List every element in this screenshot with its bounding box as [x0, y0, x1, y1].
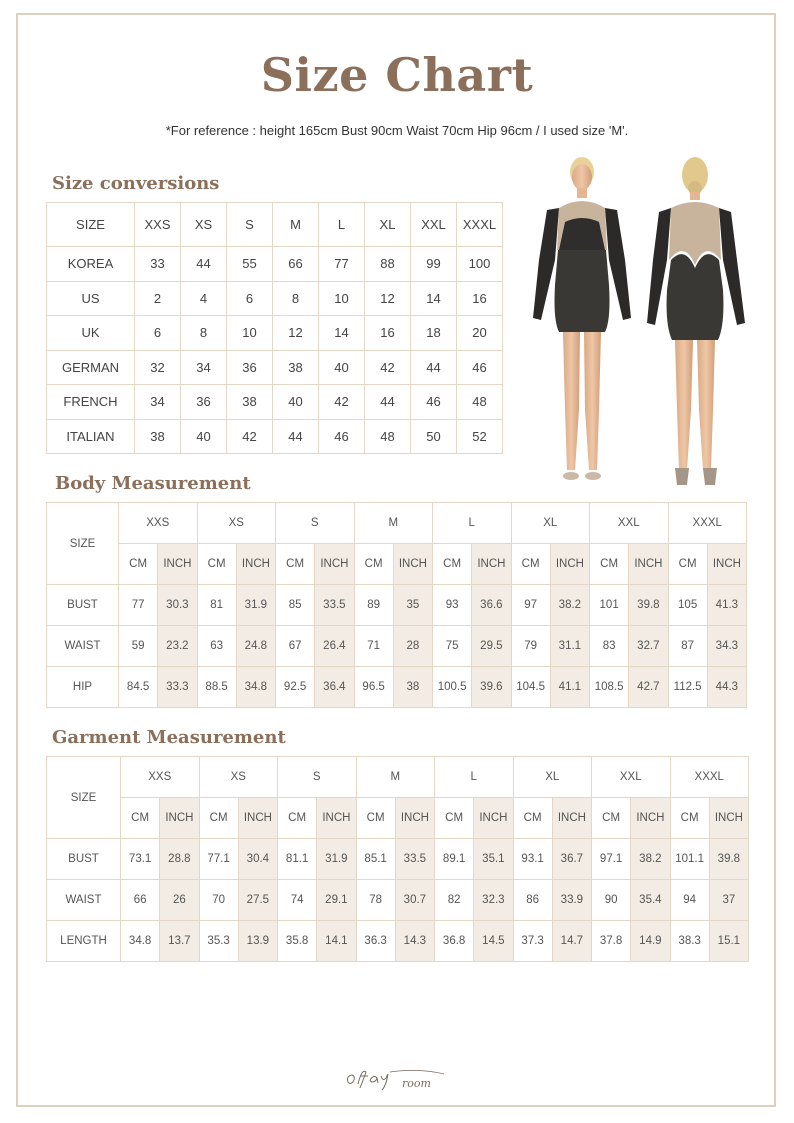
inch-value: 14.9	[631, 921, 670, 962]
inch-value: 14.7	[552, 921, 591, 962]
cm-value: 77.1	[199, 839, 238, 880]
cm-value: 73.1	[121, 839, 160, 880]
cm-value: 37.3	[513, 921, 552, 962]
cm-value: 97.1	[592, 839, 631, 880]
garment-measurement-title: Garment Measurement	[52, 727, 286, 748]
inch-value: 35	[393, 585, 432, 626]
size-column-header: XXXL	[457, 203, 503, 247]
inch-value: 30.7	[395, 880, 434, 921]
unit-inch-header: INCH	[236, 544, 275, 585]
size-value: 40	[181, 419, 227, 454]
inch-value: 44.3	[707, 667, 746, 708]
table-row	[47, 921, 749, 962]
cm-value: 88.5	[197, 667, 236, 708]
unit-inch-header: INCH	[552, 798, 591, 839]
inch-value: 33.9	[552, 880, 591, 921]
inch-value: 28	[393, 626, 432, 667]
body-measurement-title: Body Measurement	[55, 473, 251, 494]
size-value: 20	[457, 316, 503, 351]
cm-value: 89.1	[435, 839, 474, 880]
size-value: 40	[319, 350, 365, 385]
size-value: 46	[319, 419, 365, 454]
region-label: KOREA	[47, 247, 135, 282]
region-label: UK	[47, 316, 135, 351]
inch-value: 14.1	[317, 921, 356, 962]
measurement-label: WAIST	[47, 880, 121, 921]
size-column-header: XXS	[119, 503, 198, 544]
model-front-view	[533, 157, 631, 480]
inch-value: 26.4	[315, 626, 354, 667]
inch-value: 28.8	[160, 839, 199, 880]
size-value: 8	[181, 316, 227, 351]
inch-value: 33.5	[395, 839, 434, 880]
inch-value: 15.1	[709, 921, 748, 962]
cm-value: 85.1	[356, 839, 395, 880]
cm-value: 93.1	[513, 839, 552, 880]
unit-cm-header: CM	[668, 544, 707, 585]
model-figures-image	[525, 150, 755, 495]
inch-value: 38.2	[631, 839, 670, 880]
size-value: 42	[365, 350, 411, 385]
size-value: 44	[365, 385, 411, 420]
unit-inch-header: INCH	[395, 798, 434, 839]
cm-value: 35.3	[199, 921, 238, 962]
cm-value: 38.3	[670, 921, 709, 962]
size-column-header: XS	[199, 757, 278, 798]
size-value: 46	[457, 350, 503, 385]
inch-value: 26	[160, 880, 199, 921]
inch-value: 39.6	[472, 667, 511, 708]
cm-value: 87	[668, 626, 707, 667]
cm-value: 112.5	[668, 667, 707, 708]
cm-value: 71	[354, 626, 393, 667]
size-value: 36	[227, 350, 273, 385]
brand-signature	[344, 1060, 454, 1096]
size-value: 8	[273, 281, 319, 316]
size-conversions-title: Size conversions	[52, 173, 220, 194]
size-column-header: XS	[181, 203, 227, 247]
cm-value: 96.5	[354, 667, 393, 708]
cm-value: 83	[590, 626, 629, 667]
cm-value: 84.5	[119, 667, 158, 708]
size-column-header: XS	[197, 503, 276, 544]
inch-value: 13.7	[160, 921, 199, 962]
unit-cm-header: CM	[278, 798, 317, 839]
cm-value: 86	[513, 880, 552, 921]
table-row	[47, 626, 747, 667]
inch-value: 39.8	[709, 839, 748, 880]
size-value: 77	[319, 247, 365, 282]
unit-cm-header: CM	[433, 544, 472, 585]
table-row	[47, 247, 503, 282]
measurement-label: BUST	[47, 585, 119, 626]
unit-cm-header: CM	[197, 544, 236, 585]
unit-inch-header: INCH	[160, 798, 199, 839]
cm-value: 74	[278, 880, 317, 921]
cm-value: 36.8	[435, 921, 474, 962]
measurement-label: LENGTH	[47, 921, 121, 962]
size-value: 99	[411, 247, 457, 282]
inch-value: 35.4	[631, 880, 670, 921]
size-column-header: S	[278, 757, 357, 798]
inch-value: 31.9	[236, 585, 275, 626]
size-value: 12	[273, 316, 319, 351]
inch-value: 29.5	[472, 626, 511, 667]
table-row	[47, 839, 749, 880]
size-value: 52	[457, 419, 503, 454]
table-row	[47, 281, 503, 316]
table-row	[47, 585, 747, 626]
size-column-header: XXS	[135, 203, 181, 247]
size-value: 38	[135, 419, 181, 454]
cm-value: 77	[119, 585, 158, 626]
size-value: 48	[457, 385, 503, 420]
cm-value: 101.1	[670, 839, 709, 880]
size-column-header: XXL	[590, 503, 669, 544]
unit-inch-header: INCH	[393, 544, 432, 585]
cm-value: 63	[197, 626, 236, 667]
inch-value: 36.7	[552, 839, 591, 880]
inch-value: 42.7	[629, 667, 668, 708]
size-conversions-table	[46, 202, 503, 454]
size-value: 38	[227, 385, 273, 420]
inch-value: 37	[709, 880, 748, 921]
size-value: 32	[135, 350, 181, 385]
svg-text:room: room	[402, 1077, 431, 1090]
unit-cm-header: CM	[199, 798, 238, 839]
page-title: Size Chart	[260, 48, 534, 102]
garment-measurement-table	[46, 756, 749, 962]
inch-value: 36.4	[315, 667, 354, 708]
inch-value: 32.3	[474, 880, 513, 921]
size-column-header: XL	[365, 203, 411, 247]
unit-inch-header: INCH	[629, 544, 668, 585]
measurement-label: BUST	[47, 839, 121, 880]
inch-value: 32.7	[629, 626, 668, 667]
size-value: 88	[365, 247, 411, 282]
unit-inch-header: INCH	[472, 544, 511, 585]
table-row	[47, 316, 503, 351]
unit-cm-header: CM	[354, 544, 393, 585]
size-value: 100	[457, 247, 503, 282]
cm-value: 59	[119, 626, 158, 667]
size-value: 34	[135, 385, 181, 420]
size-value: 44	[411, 350, 457, 385]
body-measurement-table	[46, 502, 747, 708]
size-value: 38	[273, 350, 319, 385]
size-column-header: XL	[513, 757, 592, 798]
size-value: 16	[457, 281, 503, 316]
inch-value: 39.8	[629, 585, 668, 626]
cm-value: 101	[590, 585, 629, 626]
inch-value: 29.1	[317, 880, 356, 921]
size-value: 16	[365, 316, 411, 351]
inch-value: 33.5	[315, 585, 354, 626]
region-label: GERMAN	[47, 350, 135, 385]
inch-value: 24.8	[236, 626, 275, 667]
cm-value: 93	[433, 585, 472, 626]
cm-value: 108.5	[590, 667, 629, 708]
region-label: FRENCH	[47, 385, 135, 420]
size-column-header: XL	[511, 503, 590, 544]
size-value: 10	[319, 281, 365, 316]
size-value: 42	[319, 385, 365, 420]
unit-cm-header: CM	[592, 798, 631, 839]
unit-cm-header: CM	[590, 544, 629, 585]
size-value: 4	[181, 281, 227, 316]
cm-value: 79	[511, 626, 550, 667]
cm-value: 105	[668, 585, 707, 626]
unit-cm-header: CM	[119, 544, 158, 585]
inch-value: 31.9	[317, 839, 356, 880]
cm-value: 81	[197, 585, 236, 626]
inch-value: 41.1	[550, 667, 589, 708]
size-value: 46	[411, 385, 457, 420]
inch-value: 30.4	[238, 839, 277, 880]
inch-value: 31.1	[550, 626, 589, 667]
cm-value: 85	[276, 585, 315, 626]
inch-value: 27.5	[238, 880, 277, 921]
size-header: SIZE	[47, 757, 121, 839]
measurement-label: HIP	[47, 667, 119, 708]
region-label: ITALIAN	[47, 419, 135, 454]
inch-value: 41.3	[707, 585, 746, 626]
unit-inch-header: INCH	[709, 798, 748, 839]
size-column-header: S	[227, 203, 273, 247]
brand-signature-logo	[344, 1060, 454, 1092]
table-row	[47, 350, 503, 385]
model-back-view	[647, 157, 745, 485]
size-column-header: L	[433, 503, 512, 544]
inch-value: 38	[393, 667, 432, 708]
size-header: SIZE	[47, 203, 135, 247]
region-label: US	[47, 281, 135, 316]
inch-value: 23.2	[158, 626, 197, 667]
cm-value: 97	[511, 585, 550, 626]
cm-value: 92.5	[276, 667, 315, 708]
cm-value: 66	[121, 880, 160, 921]
unit-inch-header: INCH	[707, 544, 746, 585]
cm-value: 89	[354, 585, 393, 626]
cm-value: 75	[433, 626, 472, 667]
cm-value: 90	[592, 880, 631, 921]
unit-cm-header: CM	[121, 798, 160, 839]
inch-value: 36.6	[472, 585, 511, 626]
unit-inch-header: INCH	[474, 798, 513, 839]
cm-value: 36.3	[356, 921, 395, 962]
size-column-header: XXXL	[670, 757, 749, 798]
inch-value: 30.3	[158, 585, 197, 626]
measurement-label: WAIST	[47, 626, 119, 667]
size-column-header: L	[435, 757, 514, 798]
size-value: 48	[365, 419, 411, 454]
inch-value: 14.3	[395, 921, 434, 962]
size-column-header: M	[273, 203, 319, 247]
inch-value: 13.9	[238, 921, 277, 962]
unit-cm-header: CM	[670, 798, 709, 839]
size-column-header: M	[354, 503, 433, 544]
cm-value: 81.1	[278, 839, 317, 880]
unit-cm-header: CM	[513, 798, 552, 839]
unit-inch-header: INCH	[550, 544, 589, 585]
size-value: 50	[411, 419, 457, 454]
size-value: 66	[273, 247, 319, 282]
size-value: 33	[135, 247, 181, 282]
table-row	[47, 419, 503, 454]
size-value: 6	[135, 316, 181, 351]
unit-inch-header: INCH	[315, 544, 354, 585]
inch-value: 34.8	[236, 667, 275, 708]
size-value: 14	[411, 281, 457, 316]
size-column-header: L	[319, 203, 365, 247]
size-header: SIZE	[47, 503, 119, 585]
size-column-header: M	[356, 757, 435, 798]
size-value: 12	[365, 281, 411, 316]
size-column-header: S	[276, 503, 355, 544]
inch-value: 34.3	[707, 626, 746, 667]
cm-value: 104.5	[511, 667, 550, 708]
inch-value: 35.1	[474, 839, 513, 880]
cm-value: 78	[356, 880, 395, 921]
size-column-header: XXS	[121, 757, 200, 798]
unit-cm-header: CM	[435, 798, 474, 839]
size-value: 36	[181, 385, 227, 420]
table-row	[47, 880, 749, 921]
size-value: 44	[273, 419, 319, 454]
unit-inch-header: INCH	[631, 798, 670, 839]
cm-value: 35.8	[278, 921, 317, 962]
unit-inch-header: INCH	[158, 544, 197, 585]
size-value: 6	[227, 281, 273, 316]
unit-cm-header: CM	[276, 544, 315, 585]
reference-note: *For reference : height 165cm Bust 90cm Waist 70cm Hip 96cm / I used size 'M'.	[165, 123, 629, 138]
cm-value: 67	[276, 626, 315, 667]
size-value: 44	[181, 247, 227, 282]
unit-inch-header: INCH	[238, 798, 277, 839]
unit-cm-header: CM	[356, 798, 395, 839]
table-row	[47, 667, 747, 708]
size-value: 40	[273, 385, 319, 420]
size-value: 2	[135, 281, 181, 316]
cm-value: 37.8	[592, 921, 631, 962]
inch-value: 38.2	[550, 585, 589, 626]
size-value: 18	[411, 316, 457, 351]
size-column-header: XXL	[592, 757, 671, 798]
inch-value: 14.5	[474, 921, 513, 962]
cm-value: 70	[199, 880, 238, 921]
size-column-header: XXXL	[668, 503, 747, 544]
inch-value: 33.3	[158, 667, 197, 708]
unit-inch-header: INCH	[317, 798, 356, 839]
unit-cm-header: CM	[511, 544, 550, 585]
size-value: 42	[227, 419, 273, 454]
size-value: 34	[181, 350, 227, 385]
size-column-header: XXL	[411, 203, 457, 247]
cm-value: 94	[670, 880, 709, 921]
cm-value: 82	[435, 880, 474, 921]
table-row	[47, 385, 503, 420]
size-value: 55	[227, 247, 273, 282]
size-value: 14	[319, 316, 365, 351]
cm-value: 34.8	[121, 921, 160, 962]
size-value: 10	[227, 316, 273, 351]
cm-value: 100.5	[433, 667, 472, 708]
